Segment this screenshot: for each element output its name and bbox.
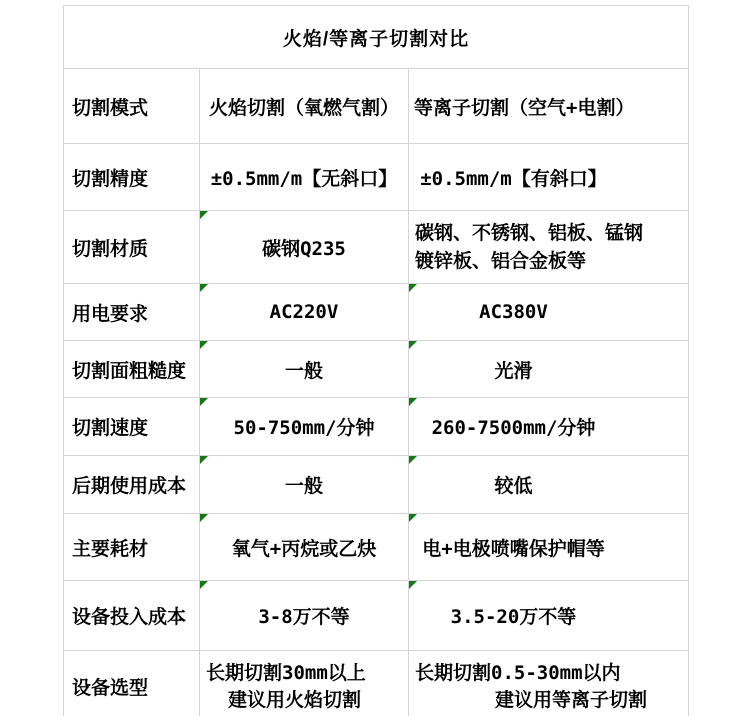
plasma-value [409, 456, 689, 514]
title-row [64, 6, 689, 69]
plasma-value-line1: 长期切割0.5-30mm以内 [415, 661, 621, 684]
plasma-value [409, 514, 689, 581]
row-label: 用电要求 [64, 284, 200, 341]
plasma-value [409, 651, 689, 716]
cell-error-marker-icon [200, 284, 208, 292]
row-label: 切割材质 [64, 211, 200, 284]
table-row [64, 144, 689, 211]
cell-error-marker-icon [200, 581, 208, 589]
plasma-value-text: 较低 [494, 475, 533, 497]
plasma-value [409, 284, 689, 341]
table-row [64, 211, 689, 284]
plasma-value-line1: 碳钢、不锈钢、铝板、锰钢 [415, 222, 644, 244]
flame-value-text: 3-8万不等 [258, 606, 350, 628]
table-row [64, 456, 689, 514]
row-label: 切割模式 [64, 69, 200, 144]
row-label: 切割速度 [64, 398, 200, 456]
cell-error-marker-icon [409, 581, 417, 589]
table-row [64, 284, 689, 341]
flame-value-text: 氧气+丙烷或乙炔 [231, 537, 377, 560]
flame-value-text: 50-750mm/分钟 [233, 417, 375, 439]
row-label: 后期使用成本 [64, 456, 200, 514]
flame-value [200, 581, 409, 651]
row-label: 切割精度 [64, 144, 200, 211]
table-row [64, 581, 689, 651]
row-label: 切割面粗糙度 [64, 341, 200, 398]
plasma-value-text: 260-7500mm/分钟 [431, 417, 596, 439]
flame-value-line1: 长期切割30mm以上 [206, 661, 366, 684]
row-label: 设备选型 [64, 651, 200, 716]
plasma-value: 等离子切割（空气+电割） [409, 69, 689, 144]
flame-value-text: 碳钢Q235 [262, 237, 346, 260]
comparison-table [63, 5, 689, 716]
flame-value [200, 284, 409, 341]
flame-value [200, 456, 409, 514]
table-row [64, 398, 689, 456]
plasma-value [409, 341, 689, 398]
cell-error-marker-icon [200, 341, 208, 349]
cell-error-marker-icon [409, 514, 417, 522]
flame-value [200, 341, 409, 398]
cell-error-marker-icon [409, 341, 417, 349]
plasma-value [409, 581, 689, 651]
flame-value-text: 一般 [284, 475, 323, 497]
flame-value-line2: 建议用火焰切割 [227, 688, 361, 711]
flame-value [200, 651, 409, 716]
plasma-value [409, 398, 689, 456]
flame-value: 火焰切割（氧燃气割） [200, 69, 409, 144]
plasma-value-text: 3.5-20万不等 [450, 606, 577, 628]
flame-value [200, 514, 409, 581]
flame-value [200, 211, 409, 284]
plasma-value-line2: 镀锌板、铝合金板等 [415, 250, 587, 272]
cell-error-marker-icon [200, 398, 208, 406]
table-row [64, 69, 689, 144]
table-row [64, 341, 689, 398]
cell-error-marker-icon [409, 398, 417, 406]
plasma-value-text: 电+电极喷嘴保护帽等 [422, 537, 605, 560]
cell-error-marker-icon [200, 514, 208, 522]
cell-error-marker-icon [409, 456, 417, 464]
flame-value-text: AC220V [269, 301, 339, 323]
flame-value-text: 一般 [284, 359, 323, 382]
plasma-value-text: 光滑 [494, 359, 533, 382]
cell-error-marker-icon [200, 456, 208, 464]
plasma-value-line2: 建议用等离子切割 [494, 688, 647, 711]
plasma-value-text: AC380V [479, 301, 548, 323]
table-row [64, 651, 689, 716]
table-row [64, 514, 689, 581]
plasma-value [409, 211, 689, 284]
flame-value [200, 398, 409, 456]
row-label: 设备投入成本 [64, 581, 200, 651]
cell-error-marker-icon [200, 211, 208, 219]
page-title: 火焰/等离子切割对比 [64, 6, 689, 69]
row-label: 主要耗材 [64, 514, 200, 581]
flame-value: ±0.5mm/m【无斜口】 [200, 144, 409, 211]
plasma-value: ±0.5mm/m【有斜口】 [409, 144, 689, 211]
cell-error-marker-icon [409, 284, 417, 292]
